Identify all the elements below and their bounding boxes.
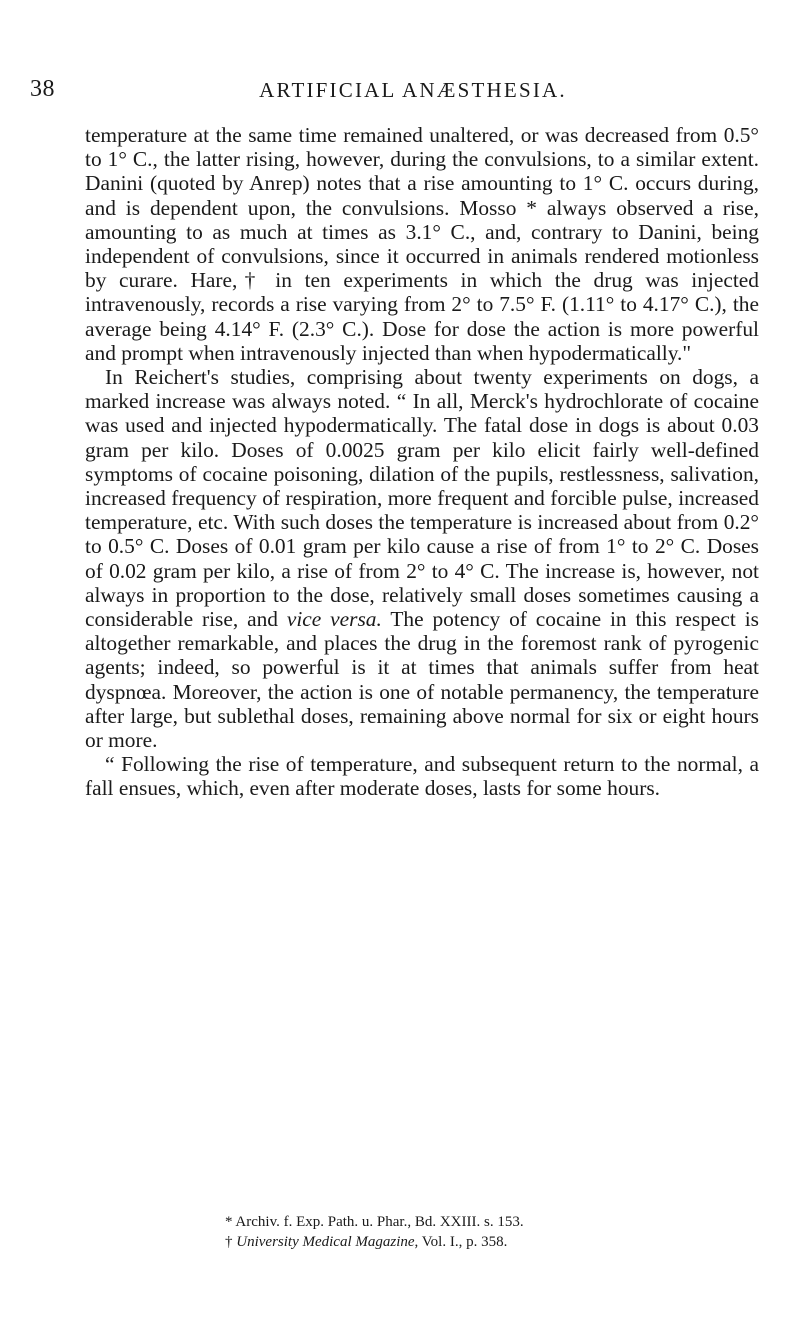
footnote-1: * Archiv. f. Exp. Path. u. Phar., Bd. XXIII. s. 153. (225, 1214, 524, 1230)
footnotes (0, 1212, 800, 1252)
paragraph-2-text-b: The potency of cocaine in this respect is altogether remarkable, and places the drug in the foremost rank of pyrogenic agents; indeed, so powerful is it at times that animals suffer from heat dyspnœa. Moreover, the action is one of notable permanency, the temperature after large, but sublethal doses, remaining above normal for six or eight hours or more. (85, 607, 759, 753)
paragraph-2 (85, 365, 759, 752)
paragraph-2-italic: vice versa. (286, 607, 382, 632)
body-text (85, 123, 759, 801)
footnote-2-rest: , Vol. I., p. 358. (414, 1234, 508, 1250)
footnote-2 (0, 1232, 800, 1252)
paragraph-2-text-a: In Reichert's studies, comprising about twenty experiments on dogs, a marked increase was always noted. “ In all, Merck's hydrochlorate of cocaine was used and injected hypodermatically. The fatal dose in dogs is about 0.03 gram per kilo. Doses of 0.0025 gram per kilo elicit fairly well-defined symptoms of cocaine poisoning, dilation of the pupils, restlessness, salivation, increased frequency of respiration, more frequent and forcible pulse, increased temperature, etc. With such doses the temperature is increased about from 0.2° to 0.5° C. Doses of 0.01 gram per kilo cause a rise of from 1° to 2° C. Doses of 0.02 gram per kilo, a rise of from 2° to 4° C. The increase is, however, not always in proportion to the dose, relatively small doses sometimes causing a considerable rise, and (85, 365, 759, 632)
running-title: ARTIFICIAL ANÆSTHESIA. (259, 78, 567, 102)
page-number: 38 (30, 76, 55, 102)
paragraph-3: “ Following the rise of temperature, and subsequent return to the normal, a fall ensues, which, even after moderate doses, lasts for some hours. (85, 752, 759, 801)
footnote-2-journal: University Medical Magazine (236, 1234, 415, 1250)
footnote-2-mark: † (225, 1234, 237, 1250)
paragraph-1: temperature at the same time remained unaltered, or was decreased from 0.5° to 1° C., the latter rising, however, during the convulsions, to a similar extent. Danini (quoted by Anrep) notes that a rise amounting to 1° C. occurs during, and is dependent upon, the convulsions. Mosso * always observed a rise, amounting to as much at times as 3.1° C., and, contrary to Danini, being independent of convulsions, since it occurred in animals rendered motionless by curare. Hare,† in ten experiments in which the drug was injected intravenously, records a rise varying from 2° to 7.5° F. (1.11° to 4.17° C.), the average being 4.14° F. (2.3° C.). Dose for dose the action is more powerful and prompt when intravenously injected than when hypodermatically." (85, 123, 759, 365)
